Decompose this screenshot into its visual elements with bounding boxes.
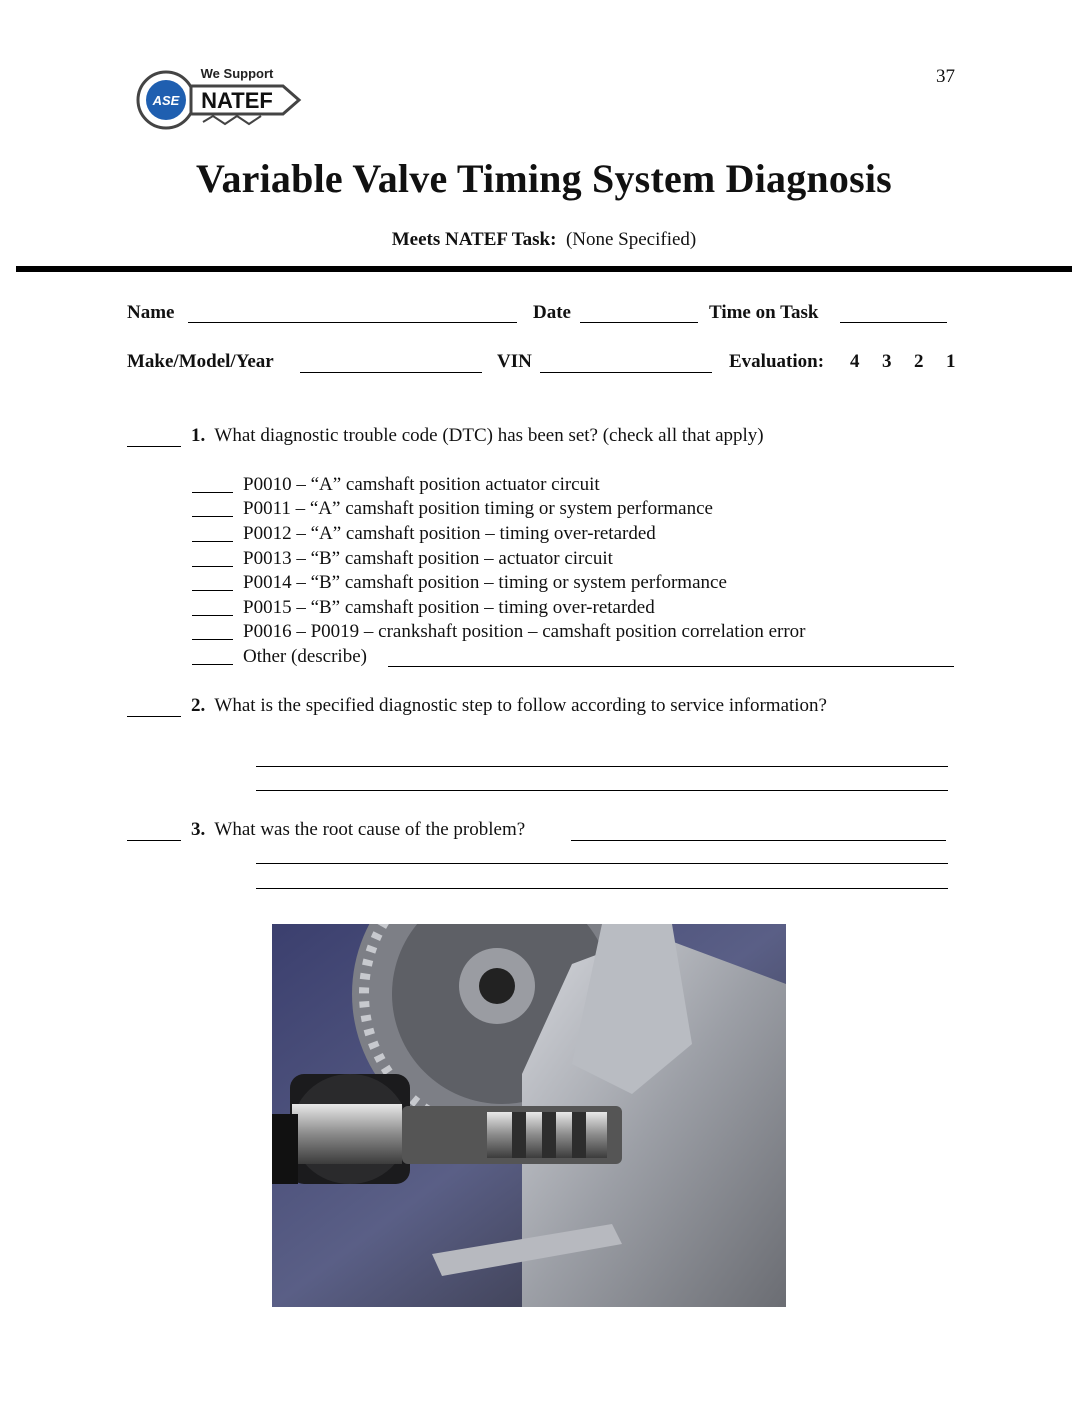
dtc-option-label: P0010 – “A” camshaft position actuator circuit — [243, 474, 600, 495]
question-1-number: 1. — [191, 425, 206, 446]
time-on-task-field[interactable] — [840, 322, 947, 323]
vin-label: VIN — [497, 351, 532, 372]
question-3-text: What was the root cause of the problem? — [214, 819, 526, 840]
evaluation-score-3[interactable]: 3 — [882, 351, 892, 372]
dtc-option-p0012 — [192, 523, 656, 547]
question-3 — [191, 819, 525, 841]
evaluation-score-2[interactable]: 2 — [914, 351, 924, 372]
ase-natef-logo — [133, 62, 305, 132]
page-number: 37 — [936, 66, 955, 87]
question-2-number: 2. — [191, 695, 206, 716]
question-1-text: What diagnostic trouble code (DTC) has been set? (check all that apply) — [214, 425, 764, 446]
date-field[interactable] — [580, 322, 698, 323]
dtc-option-label: P0014 – “B” camshaft position – timing or system performance — [243, 572, 727, 593]
dtc-option-p0014 — [192, 572, 727, 596]
dtc-option-label: P0012 – “A” camshaft position – timing over-retarded — [243, 523, 656, 544]
make-model-year-label: Make/Model/Year — [127, 351, 274, 372]
dtc-checkbox-blank[interactable] — [192, 597, 233, 616]
question-2-answer-line-1[interactable] — [256, 766, 948, 767]
page-title: Variable Valve Timing System Diagnosis — [196, 156, 892, 201]
dtc-option-p0013 — [192, 548, 613, 572]
question-2 — [191, 695, 827, 717]
time-on-task-label: Time on Task — [709, 302, 819, 323]
other-describe-field[interactable] — [388, 666, 954, 667]
question-1-score-blank[interactable] — [127, 446, 181, 447]
dtc-checkbox-blank[interactable] — [192, 548, 233, 567]
dtc-option-p0016-p0019 — [192, 621, 806, 645]
make-model-year-field[interactable] — [300, 372, 482, 373]
dtc-checkbox-blank[interactable] — [192, 498, 233, 517]
name-field[interactable] — [188, 322, 517, 323]
dtc-option-label: P0013 – “B” camshaft position – actuator circuit — [243, 548, 613, 569]
dtc-checkbox-blank[interactable] — [192, 523, 233, 542]
dtc-checkbox-blank[interactable] — [192, 621, 233, 640]
task-label: Meets NATEF Task: — [391, 229, 557, 250]
dtc-checkbox-blank[interactable] — [192, 646, 233, 665]
dtc-option-label: P0016 – P0019 – crankshaft position – camshaft position correlation error — [243, 621, 806, 642]
name-label: Name — [127, 302, 175, 323]
dtc-option-label: P0011 – “A” camshaft position timing or system performance — [243, 498, 713, 519]
dtc-option-p0010 — [192, 474, 600, 498]
question-1 — [191, 425, 764, 447]
dtc-option-p0015 — [192, 597, 655, 621]
question-2-text: What is the specified diagnostic step to follow according to service information? — [214, 695, 827, 716]
dtc-option-other — [192, 646, 367, 670]
question-2-answer-line-2[interactable] — [256, 790, 948, 791]
question-3-score-blank[interactable] — [127, 840, 181, 841]
vin-field[interactable] — [540, 372, 712, 373]
header-divider — [16, 266, 1072, 272]
logo-top-text: We Support — [200, 66, 274, 81]
date-label: Date — [533, 302, 571, 323]
evaluation-score-4[interactable]: 4 — [850, 351, 860, 372]
dtc-checkbox-blank[interactable] — [192, 474, 233, 493]
vvt-solenoid-photo — [272, 924, 786, 1307]
task-value: (None Specified) — [565, 229, 697, 250]
natef-task-line — [0, 229, 1088, 251]
logo-badge-text: ASE — [152, 93, 180, 108]
dtc-checkbox-blank[interactable] — [192, 572, 233, 591]
question-3-answer-line-2[interactable] — [256, 863, 948, 864]
question-2-score-blank[interactable] — [127, 716, 181, 717]
question-3-answer-line-3[interactable] — [256, 888, 948, 889]
dtc-option-p0011 — [192, 498, 713, 522]
dtc-option-label: Other (describe) — [243, 646, 367, 667]
evaluation-score-1[interactable]: 1 — [946, 351, 956, 372]
evaluation-label: Evaluation: — [729, 351, 825, 372]
logo-name-text: NATEF — [201, 88, 273, 113]
dtc-option-label: P0015 – “B” camshaft position – timing over-retarded — [243, 597, 655, 618]
question-3-answer-line-1[interactable] — [571, 840, 946, 841]
question-3-number: 3. — [191, 819, 206, 840]
